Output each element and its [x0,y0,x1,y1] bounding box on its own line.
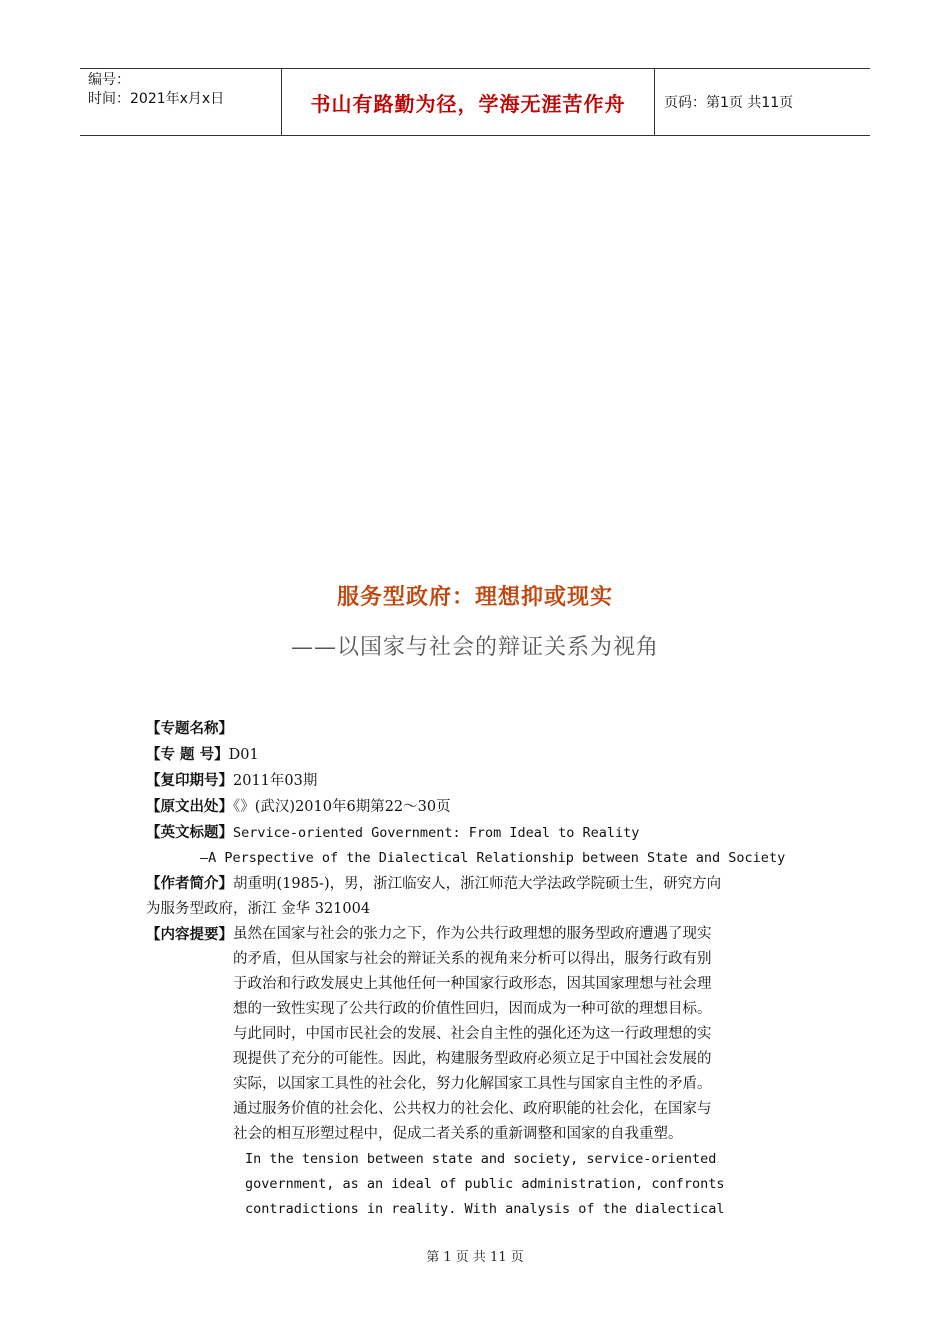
abstract-line: 的矛盾，但从国家与社会的辩证关系的视角来分析可以得出，服务行政有别 [233,951,712,967]
issue-row [146,768,826,794]
issue-label: 【复印期号】 [146,772,233,789]
author-row [146,871,826,897]
topic-no-row [146,742,826,768]
header-table [80,68,870,136]
source-value: 《》(武汉)2010年6期第22～30页 [233,799,451,815]
en-title-label: 【英文标题】 [146,824,233,841]
abstract-row [146,922,826,1147]
en-title-row [146,820,826,846]
abstract-line: 想的一致性实现了公共行政的价值性回归，因而成为一种可欲的理想目标。 [233,1001,712,1017]
author-line-2: 为服务型政府，浙江 金华 321004 [146,901,371,917]
topic-name-label: 【专题名称】 [146,720,233,737]
abstract-body [233,922,793,1147]
document-subtitle: ——以国家与社会的辩证关系为视角 [290,635,659,660]
abstract-en-line: In the tension between state and society, service-oriented [245,1151,717,1167]
author-line-1: 胡重明(1985-)，男，浙江临安人，浙江师范大学法政学院硕士生，研究方向 [233,876,722,892]
header-left-cell [80,69,282,135]
topic-no-value: D01 [228,747,259,763]
abstract-line: 现提供了充分的可能性。因此，构建服务型政府必须立足于中国社会发展的 [233,1051,712,1067]
abstract-en-line: contradictions in reality. With analysis of the dialectical [245,1201,725,1217]
abstract-en-line: government, as an ideal of public administration, confronts [245,1176,725,1192]
abstract-line: 通过服务价值的社会化、公共权力的社会化、政府职能的社会化，在国家与 [233,1101,712,1117]
en-title-value: Service-oriented Government: From Ideal to Reality [233,825,640,841]
header-motto: 书山有路勤为径，学海无涯苦作舟 [282,69,655,135]
document-title: 服务型政府：理想抑或现实 [336,584,613,610]
en-subtitle: —A Perspective of the Dialectical Relationship between State and Society [200,850,786,866]
author-label: 【作者简介】 [146,875,233,892]
time-label: 时间：2021年x月x日 [88,91,225,107]
source-label: 【原文出处】 [146,798,233,815]
topic-name-row [146,716,826,742]
abstract-line: 实际，以国家工具性的社会化，努力化解国家工具性与国家自主性的矛盾。 [233,1076,712,1092]
header-page-info: 页码：第1页 共11页 [664,95,794,111]
number-label: 编号： [88,72,130,88]
topic-no-label: 【专 题 号】 [146,746,229,763]
issue-value: 2011年03期 [233,773,318,789]
abstract-line: 社会的相互形塑过程中，促成二者关系的重新调整和国家的自我重塑。 [233,1126,683,1142]
page-footer: 第 1 页 共 11 页 [426,1250,524,1265]
abstract-line: 虽然在国家与社会的张力之下，作为公共行政理想的服务型政府遭遇了现实 [233,926,712,942]
metadata-section [146,716,826,1222]
abstract-line: 与此同时，中国市民社会的发展、社会自主性的强化还为这一行政理想的实 [233,1026,712,1042]
source-row [146,794,826,820]
abstract-english [146,1147,785,1222]
abstract-label: 【内容提要】 [146,926,233,943]
abstract-line: 于政治和行政发展史上其他任何一种国家行政形态，因其国家理想与社会理 [233,976,712,992]
